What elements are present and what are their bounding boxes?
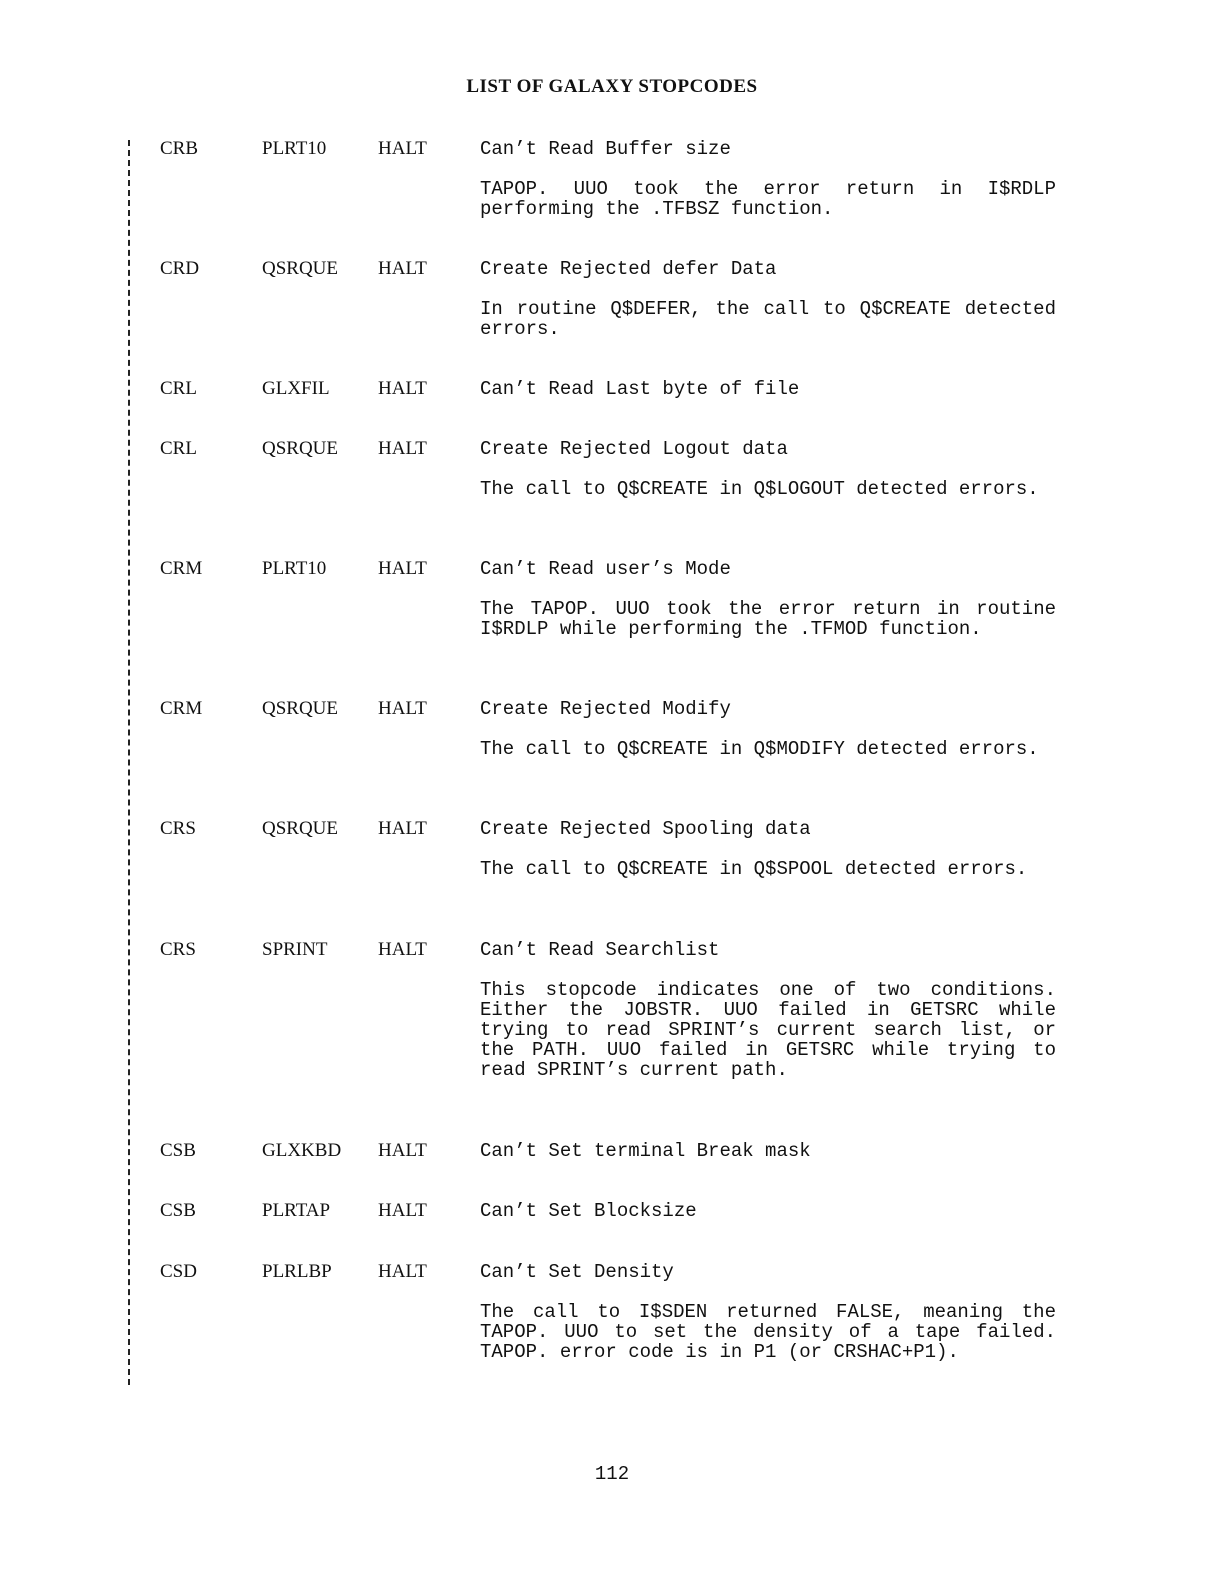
stopcode-title: Can’t Read user’s Mode — [480, 558, 731, 580]
stopcode-module: QSRQUE — [262, 818, 339, 839]
stopcode-action: HALT — [378, 939, 427, 960]
stopcode-description: The call to I$SDEN returned FALSE, meaning the TAPOP. UUO to set the density of a tape failed. TAPOP. error code is in P1 (or CRSHAC+P1). — [480, 1301, 1056, 1363]
stopcode-module: PLRT10 — [262, 558, 327, 579]
stopcode-description: The TAPOP. UUO took the error return in routine I$RDLP while performing the .TFMOD function. — [480, 598, 1056, 640]
stopcode-description: In routine Q$DEFER, the call to Q$CREATE detected errors. — [480, 298, 1056, 340]
stopcode-title: Create Rejected Spooling data — [480, 818, 811, 840]
stopcode-title: Can’t Read Searchlist — [480, 939, 720, 961]
stopcode-code: CRD — [160, 258, 200, 279]
stopcode-title: Create Rejected Modify — [480, 698, 731, 720]
stopcode-module: QSRQUE — [262, 438, 339, 459]
stopcode-description: The call to Q$CREATE in Q$SPOOL detected errors. — [480, 858, 1028, 880]
stopcode-code: CRL — [160, 378, 197, 399]
stopcode-module: GLXFIL — [262, 378, 330, 399]
stopcode-module: PLRT10 — [262, 138, 327, 159]
stopcode-title: Can’t Set Blocksize — [480, 1200, 697, 1222]
stopcode-action: HALT — [378, 138, 427, 159]
stopcode-title: Can’t Read Last byte of file — [480, 378, 800, 400]
stopcode-module: GLXKBD — [262, 1140, 342, 1161]
stopcode-code: CSB — [160, 1200, 196, 1221]
stopcode-code: CRS — [160, 939, 196, 960]
stopcode-action: HALT — [378, 1140, 427, 1161]
stopcode-module: QSRQUE — [262, 698, 339, 719]
stopcode-title: Can’t Set terminal Break mask — [480, 1140, 811, 1162]
stopcode-code: CSD — [160, 1261, 197, 1282]
stopcode-action: HALT — [378, 378, 427, 399]
stopcode-action: HALT — [378, 698, 427, 719]
stopcode-code: CRM — [160, 698, 203, 719]
stopcode-code: CRM — [160, 558, 203, 579]
stopcode-title: Create Rejected defer Data — [480, 258, 777, 280]
page-title: LIST OF GALAXY STOPCODES — [466, 76, 758, 97]
page-number: 112 — [594, 1463, 630, 1485]
stopcode-code: CRS — [160, 818, 196, 839]
stopcode-title: Create Rejected Logout data — [480, 438, 788, 460]
stopcode-module: PLRTAP — [262, 1200, 331, 1221]
stopcode-description: This stopcode indicates one of two conditions. Either the JOBSTR. UUO failed in GETSRC while trying to read SPRINT’s current search list, or the PATH. UUO failed in GETSRC while trying to read SPRINT’s current path. — [480, 979, 1056, 1081]
stopcode-action: HALT — [378, 818, 427, 839]
stopcode-action: HALT — [378, 438, 427, 459]
stopcode-description: The call to Q$CREATE in Q$MODIFY detected errors. — [480, 738, 1039, 760]
stopcode-action: HALT — [378, 558, 427, 579]
stopcode-code: CRL — [160, 438, 197, 459]
stopcode-module: SPRINT — [262, 939, 328, 960]
stopcode-action: HALT — [378, 1200, 427, 1221]
stopcode-module: PLRLBP — [262, 1261, 332, 1282]
stopcode-description: The call to Q$CREATE in Q$LOGOUT detected errors. — [480, 478, 1039, 500]
stopcode-title: Can’t Read Buffer size — [480, 138, 731, 160]
stopcode-action: HALT — [378, 1261, 427, 1282]
stopcode-title: Can’t Set Density — [480, 1261, 674, 1283]
stopcode-module: QSRQUE — [262, 258, 339, 279]
stopcode-code: CSB — [160, 1140, 196, 1161]
stopcode-description: TAPOP. UUO took the error return in I$RDLP performing the .TFBSZ function. — [480, 178, 1056, 220]
stopcode-code: CRB — [160, 138, 199, 159]
stopcode-action: HALT — [378, 258, 427, 279]
